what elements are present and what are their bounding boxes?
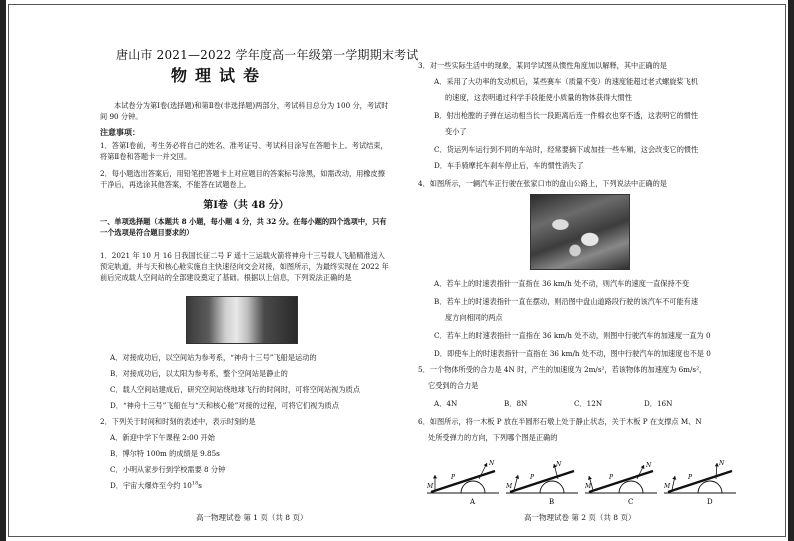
- force-arrow-m-head: [433, 475, 437, 478]
- q4-option-b-line1: B．若车上的时速表指针一直在摆动，则沿图中盘山道路段行驶的该汽车不可能有速: [434, 297, 699, 306]
- q2-option-d-text: D．宇宙大爆炸至今约 10: [110, 481, 192, 490]
- single-choice-heading: 一、单项选择题（本题共 8 小题，每小题 4 分，共 32 分。在每小题的四个选项中，只有一个选项是符合题目要求的）: [100, 217, 387, 238]
- stone-semicircle: [461, 481, 485, 493]
- stone-semicircle: [540, 481, 564, 493]
- q5-option-b: B．8N: [504, 399, 528, 408]
- exam-title: 唐山市 2021—2022 学年度高一年级第一学期期末考试: [116, 48, 419, 62]
- q2-stem: 2．下列关于时间和时刻的表述中，表示时刻的是: [100, 417, 256, 426]
- q6-force-diagrams: [425, 455, 741, 507]
- notice-heading: 注意事项：: [100, 127, 140, 137]
- q4-option-a: A．若车上的时速表指针一直指在 36 km/h 处不动，则汽车的速度一直保持不变: [434, 279, 690, 288]
- q2-option-c: C．小明从家步行到学校需要 8 分钟: [110, 465, 226, 474]
- label-p: P: [688, 474, 693, 481]
- stone-semicircle: [698, 481, 722, 493]
- q1-stem: 1．2021 年 10 月 16 日我国长征二号 F 遥十三运载火箭将神舟十三号载人飞船精准送入预定轨道，并与天和核心舱实施自主快速径向交会对接，如图所示，为最终实现在 2022 年前后完成载人空间站的全部建设奠定了基础。根据以上信息，下列说法正确的是: [100, 251, 389, 283]
- q2-option-d-unit: s: [198, 481, 202, 490]
- label-m: M: [506, 483, 513, 490]
- q6-stem: 6．如图所示，将一木板 P 放在半圆形石墩上处于静止状态，关于木板 P 在支撑点 M、N: [418, 417, 702, 426]
- scan-left-edge: [0, 0, 6, 541]
- q6-stem-2: 处所受弹力的方向，下列哪个图是正确的: [428, 433, 558, 442]
- intro-text: 本试卷分为第Ⅰ卷(选择题)和第Ⅱ卷(非选择题)两部分，考试科目总分为 100 分，考试时间 90 分钟。: [100, 101, 389, 122]
- page-1: [100, 0, 419, 541]
- label-p: P: [451, 474, 456, 481]
- label-n: N: [556, 461, 562, 468]
- label-n: N: [489, 460, 495, 467]
- mountain-road-photo: [530, 194, 630, 270]
- label-n: N: [719, 460, 725, 467]
- q3-stem: 3．对一些实际生活中的现象，某同学试图从惯性角度加以解释，其中正确的是: [418, 61, 667, 70]
- page-2-footer: 高一物理试卷 第 2 页（共 8 页）: [524, 513, 636, 522]
- q1-option-d: D．“神舟十三号”飞船在与“天和核心舱”对接的过程，可将它们视为质点: [110, 401, 339, 410]
- q4-option-c: C．若车上的时速表指针一直指在 36 km/h 处不动，则图中行驶汽车的加速度一直为 0: [434, 331, 711, 340]
- label-p: P: [609, 474, 614, 481]
- q3-option-b-line2: 变小了: [445, 127, 467, 136]
- section-title: 第Ⅰ卷（共 48 分）: [203, 200, 289, 211]
- q2-option-d-exponent: 18: [191, 480, 199, 487]
- board-p: [589, 471, 653, 492]
- q3-option-d: D．车手骑摩托车刹车停止后，车的惯性消失了: [434, 161, 584, 170]
- q5-stem: 5．一个物体所受的合力是 4N 时，产生的加速度为 2m/s²，若该物体的加速度为 6m/s²，: [418, 365, 707, 374]
- scan-right-edge: [788, 0, 794, 541]
- force-arrow-m-head: [672, 476, 676, 480]
- label-m: M: [585, 483, 592, 490]
- q1-option-b: B．对接成功后，以太阳为参考系，整个空间站是静止的: [110, 369, 288, 378]
- diagram-label-b: B: [549, 498, 555, 506]
- q5-option-a: A．4N: [434, 399, 458, 408]
- board-p: [510, 471, 574, 492]
- q5-options: [418, 398, 766, 409]
- q4-option-d: D．即使车上的时速表指针一直指在 36 km/h 处不动，图中行驶汽车的加速度也不是 0: [434, 349, 711, 358]
- label-n: N: [646, 462, 652, 469]
- q4-option-b-line2: 度方向相同的两点: [445, 313, 503, 322]
- diagram-label-d: D: [707, 498, 713, 506]
- q4-stem: 4．如图所示，一辆汽车正行驶在张家口市的盘山公路上，下列说法中正确的是: [418, 179, 667, 188]
- q2-option-b: B．博尔特 100m 的成绩是 9.85s: [110, 449, 220, 458]
- q5-option-c: C．12N: [574, 399, 603, 408]
- q1-option-a: A．对接成功后，以空间站为参考系，“神舟十三号”飞船是运动的: [110, 353, 317, 362]
- q2-option-d: [100, 480, 402, 491]
- force-arrow-m-head: [515, 475, 519, 479]
- force-arrow-m-head: [588, 476, 592, 480]
- notice-2: 2．每小题选出答案后，用铅笔把答题卡上对应题目的答案标号涂黑，如需改动，用橡皮擦干净后，再选涂其他答案，不能答在试题卷上。: [100, 169, 385, 190]
- diagram-label-a: A: [470, 498, 476, 506]
- q3-option-a-line1: A．采用了大功率的发动机后，某些赛车（质量不变）的速度能超过老式螺旋桨飞机: [434, 77, 698, 86]
- q5-option-d: D．16N: [644, 399, 673, 408]
- page-1-footer: 高一物理试卷 第 1 页（共 8 页）: [196, 513, 308, 522]
- q5-stem-2: 它受到的合力是: [428, 381, 479, 390]
- board-p: [668, 471, 732, 492]
- notice-1: 1．答第Ⅰ卷前，考生务必将自己的姓名、准考证号、考试科目涂写在答题卡上。考试结束，将第Ⅱ卷和答题卡一并交回。: [100, 141, 388, 162]
- label-m: M: [427, 483, 434, 490]
- board-p: [431, 471, 495, 492]
- label-p: P: [530, 474, 535, 481]
- label-m: M: [664, 483, 671, 490]
- q1-option-c: C．载人空间站建成后，研究空间站绕地球飞行的时间时，可将空间站视为质点: [110, 385, 360, 394]
- q3-option-b-line1: B．射出枪膛的子弹在运动相当长一段距离后连一件棉衣也穿不透，这表明它的惯性: [434, 111, 699, 120]
- q3-option-c: C．货运列车运行到不同的车站时，经常要摘下或加挂一些车厢，这会改变它的惯性: [434, 145, 699, 154]
- exam-subject-title: 物理试卷: [171, 66, 268, 85]
- stone-semicircle: [619, 481, 643, 493]
- diagram-label-c: C: [628, 498, 634, 506]
- q2-option-a: A．新迎中学下午课程 2:00 开始: [110, 433, 215, 442]
- q3-option-a-line2: 的速度，这表明通过科学手段能使小质量的物体获得大惯性: [445, 93, 632, 102]
- spacecraft-photo: [186, 296, 298, 344]
